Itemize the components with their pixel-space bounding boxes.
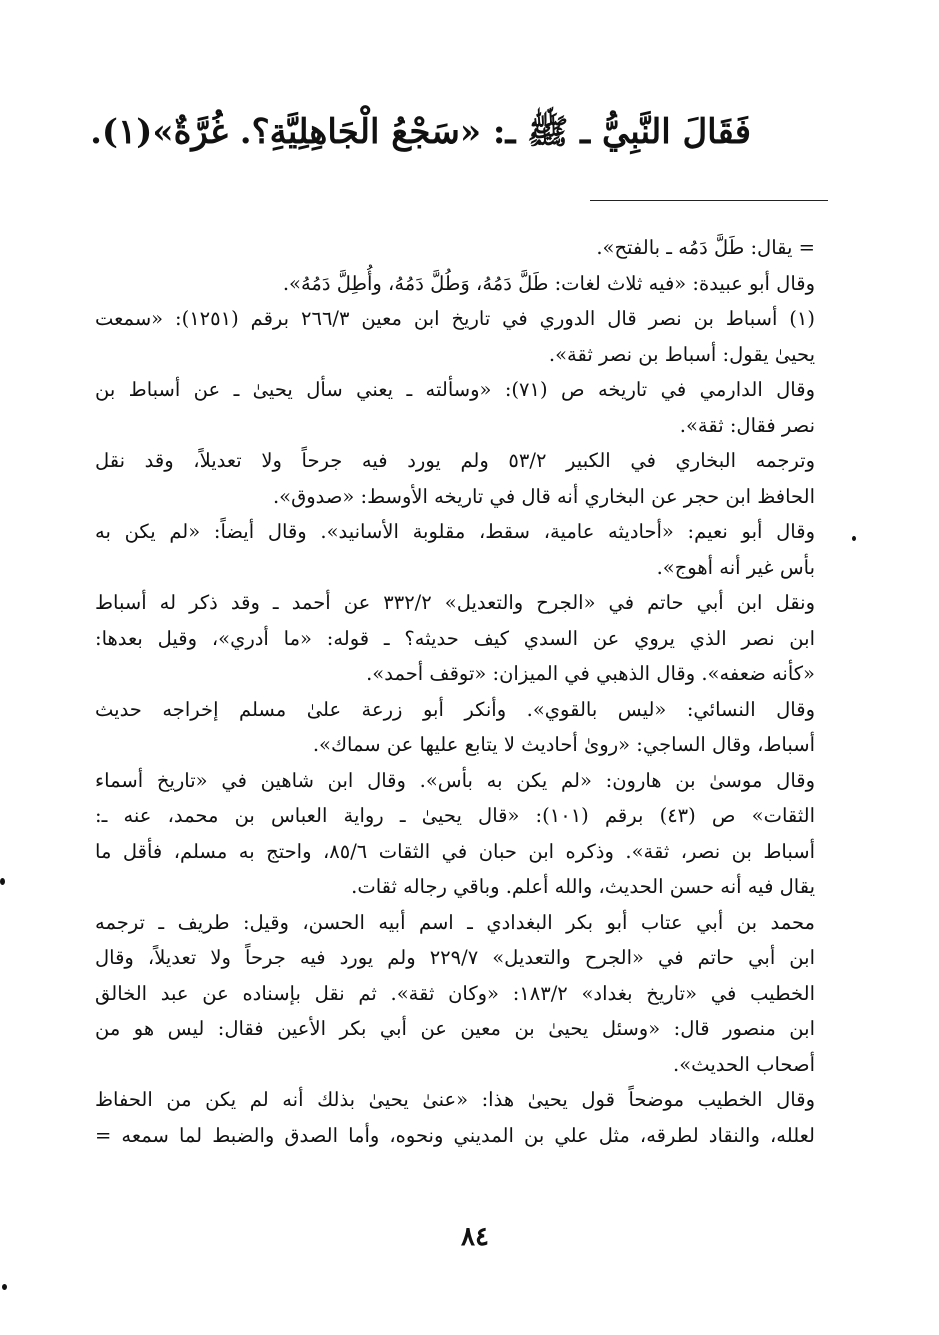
footnote-line: ونقل ابن أبي حاتم في «الجرح والتعديل» ٣٣٢/٢ عن أحمد ـ وقد ذكر له أسباط: [95, 591, 815, 614]
hadith-main-line: فَقَالَ النَّبِيُّ ـ ﷺ ـ: «سَجْعُ الْجَاهِلِيَّةِ؟. غُرَّةٌ»(١).: [90, 112, 751, 152]
footnote-line: يقال فيه أنه حسن الحديث، والله أعلم. وباقي رجاله ثقات.: [351, 875, 815, 898]
footnote-line: أسباط، وقال الساجي: «روىٰ أحاديث لا يتابع عليها عن سماك».: [312, 733, 815, 756]
footnote-line: الثقات» ص (٤٣) برقم (١٠١): «قال يحيىٰ ـ رواية العباس بن محمد، عنه ـ:: [95, 804, 815, 827]
footnote-line: يحيىٰ يقول: أسباط بن نصر ثقة».: [548, 342, 815, 366]
footnote-line: محمد بن أبي عتاب أبو بكر البغدادي ـ اسم أبيه الحسن، وقيل: طريف ـ ترجمه: [95, 910, 815, 934]
footnote-line: الحافظ ابن حجر عن البخاري أنه قال في تاريخه الأوسط: «صدوق».: [272, 484, 815, 508]
footnote-line: ابن نصر الذي يروي عن السدي كيف حديثه؟ ـ قوله: «ما أدري»، وقيل بعدها:: [95, 626, 815, 650]
footnote-line: وقال أبو نعيم: «أحاديثه عامية، سقط، مقلوبة الأسانيد». وقال أيضاً: «لم يكن به: [95, 520, 815, 543]
footnote-line: الخطيب في «تاريخ بغداد» ١٨٣/٢: «وكان ثقة». ثم نقل بإسناده عن عبد الخالق: [95, 981, 815, 1005]
footnote-line: وقال الخطيب موضحاً قول يحيىٰ هذا: «عنىٰ يحيىٰ بذلك أنه لم يكن من الحفاظ: [95, 1088, 815, 1111]
footnote-line: أسباط بن نصر، ثقة». وذكره ابن حبان في الثقات ٨٥/٦، واحتج به مسلم، فأقل ما: [95, 839, 815, 863]
scan-speck: [0, 878, 5, 885]
footnote-line: وقال النسائي: «ليس بالقوي». وأنكر أبو زرعة علىٰ مسلم إخراجه حديث: [95, 697, 815, 721]
footnote-line: «كأنه ضعفه». وقال الذهبي في الميزان: «توقف أحمد».: [366, 662, 815, 685]
footnote-line: ابن منصور قال: «وسئل يحيىٰ بن معين عن أبي بكر الأعين فقال: ليس هو من: [95, 1017, 815, 1040]
footnote-line: أصحاب الحديث».: [673, 1052, 815, 1076]
footnote-line: وقال الدارمي في تاريخه ص (٧١): «وسألته ـ يعني سأل يحيىٰ ـ عن أسباط بن: [95, 378, 815, 401]
page-number: ٨٤: [461, 1222, 489, 1252]
footnote-line: وقال موسىٰ بن هارون: «لم يكن به بأس». وقال ابن شاهين في «تاريخ أسماء: [95, 768, 815, 792]
footnote-line: لعلله، والنقاد لطرقه، مثل علي بن المديني ونحوه، وأما الصدق والضبط لما سمعه =: [95, 1123, 815, 1147]
footnote-line: (١) أسباط بن نصر قال الدوري في تاريخ ابن معين ٢٦٦/٣ برقم (١٢٥١): «سمعت: [95, 307, 816, 330]
scan-speck: [2, 1284, 7, 1290]
footnote-line: نصر فقال: ثقة».: [679, 413, 815, 437]
footnote-line: وترجمه البخاري في الكبير ٥٣/٢ ولم يورد فيه جرحاً ولا تعديلاً، وقد نقل: [95, 449, 815, 472]
footnote-line: بأس غير أنه أهوج».: [656, 555, 815, 579]
footnote-line: ابن أبي حاتم في «الجرح والتعديل» ٢٢٩/٧ ولم يورد فيه جرحاً ولا تعديلاً، وقال: [95, 946, 815, 969]
footnote-line: = يقال: طَلَّ دَمُه ـ بالفتح».: [596, 236, 815, 259]
footnotes-section: [95, 230, 815, 1153]
footnote-line: وقال أبو عبيدة: «فيه ثلاث لغات: طَلَّ دَمُهُ، وَطُلَّ دَمُهُ، وأُطِلَّ دَمُهُ».: [282, 271, 815, 295]
scan-speck: [852, 536, 856, 541]
footnote-separator: [590, 200, 828, 201]
